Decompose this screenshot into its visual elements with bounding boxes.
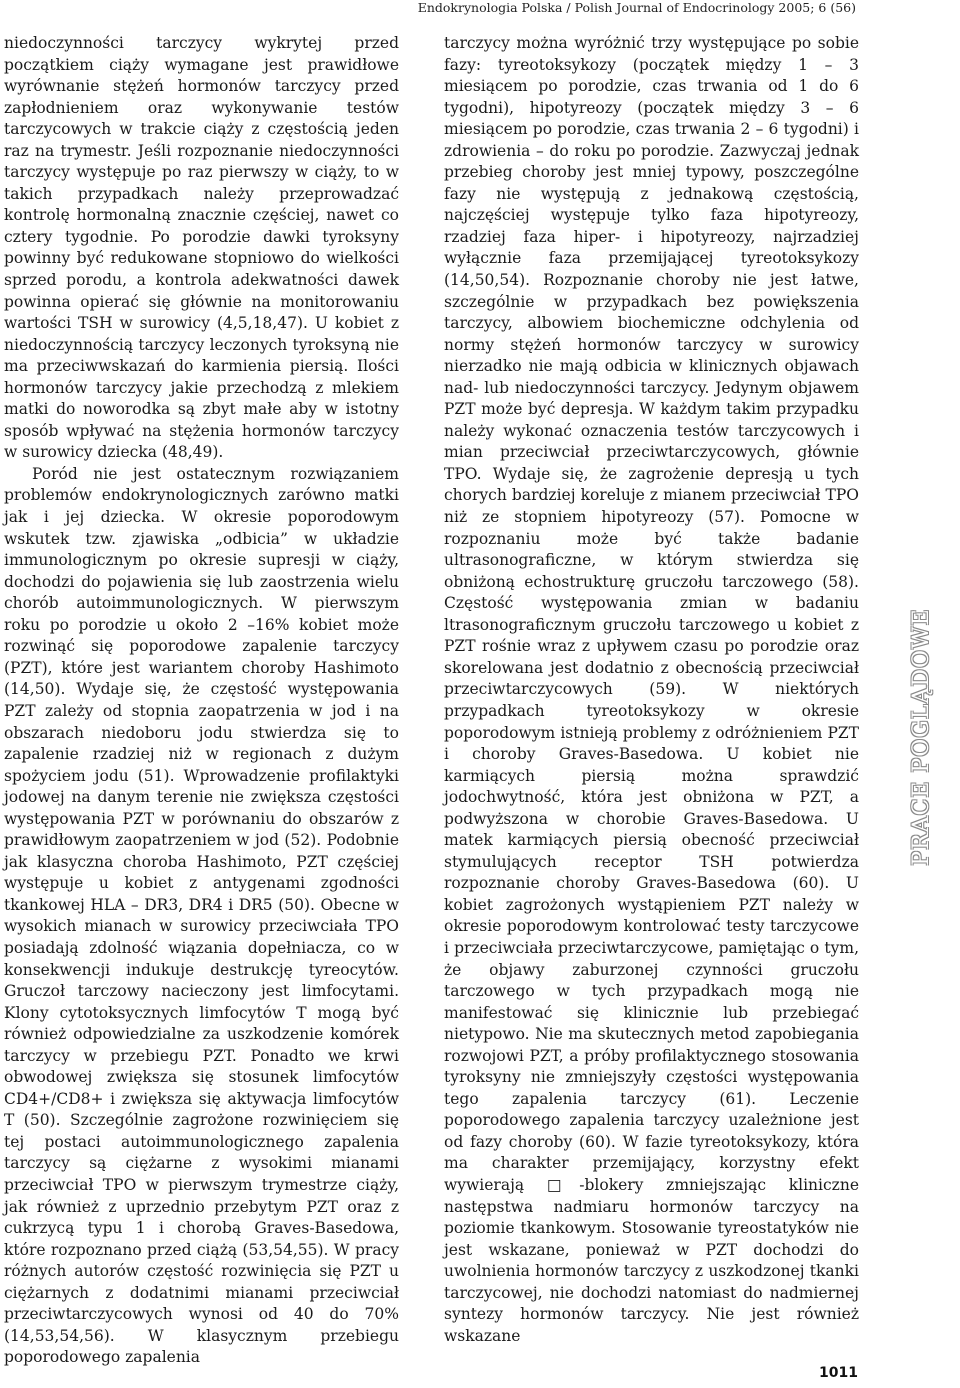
paragraph: niedoczynności tarczycy wykrytej przed początkiem ciąży wymagane jest prawidłowe wyrównanie stężeń hormonów tarczycy przed zapłodnieniem oraz wykonywanie testów tarczycowych w trakcie ciąży z częstością jeden raz na trymestr. Jeśli rozpoznanie niedoczynności tarczycy występuje po raz pierwszy w ciąży, to w takich przypadkach należy przeprowadzać kontrolę hormonalną znacznie częściej, nawet co cztery tygodnie. Po porodzie dawki tyroksyny powinny być redukowane stopniowo do wielkości sprzed porodu, a kontrola adekwatności dawek powinna opierać się głównie na monitorowaniu wartości TSH w surowicy (4,5,18,47). U kobiet z niedoczynnością tarczycy leczonych tyroksyną nie ma przeciwwskazań do karmienia piersią. Ilości hormonów tarczycy jakie przechodzą z mlekiem matki do noworodka są zbyt małe aby w istotny sposób wpływać na stężenia hormonów tarczycy w surowicy dziecka (48,49). xyxy=(4,34,399,462)
left-column xyxy=(4,33,399,1369)
section-label-text: PRACE POGLĄDOWE xyxy=(909,608,934,866)
running-head: Endokrynologia Polska / Polish Journal of Endocrinology 2005; 6 (56) xyxy=(417,0,856,15)
right-column xyxy=(444,33,859,1347)
section-label xyxy=(907,608,937,866)
paragraph: Poród nie jest ostatecznym rozwiązaniem problemów endokrynologicznych zarówno matki jak i jej dziecka. W okresie poporodowym wskutek tzw. zjawiska „odbicia” w układzie immunologicznym po okresie supresji w ciąży, dochodzi do pojawienia się lub zaostrzenia wielu chorób autoimmunologicznych. W pierwszym roku po porodzie u około 2 –16% kobiet może rozwinąć się poporodowe zapalenie tarczycy (PZT), które jest wariantem choroby Hashimoto (14,50). Wydaje się, że częstość występowania PZT zależy od stopnia zaopatrzenia w jod i na obszarach niedoboru jodu stwierdza się to zapalenie rzadziej niż w regionach z dużym spożyciem jodu (51). Wprowadzenie profilaktyki jodowej na danym terenie nie zwiększa częstości występowania PZT w porównaniu do obszarów z prawidłowym zaopatrzeniem w jod (52). Podobnie jak klasyczna choroba Hashimoto, PZT częściej występuje u kobiet z antygenami zgodności tkankowej HLA – DR3, DR4 i DR5 (50). Obecne w wysokich mianach w surowicy przeciwciała TPO posiadają zdolność wiązania dopełniacza, co w konsekwencji indukuje destrukcję tyreocytów. Gruczoł tarczowy nacieczony jest limfocytami. Klony cytotoksycznych limfocytów T mogą być również odpowiedzialne za uszkodzenie komórek tarczycy w przebiegu PZT. Ponadto we krwi obwodowej zwiększa się stosunek limfocytów CD4+/CD8+ i zwiększa się aktywacja limfocytów T (50). Szczególnie zagrożone rozwinięciem się tej postaci autoimmunologicznego zapalenia tarczycy są ciężarne z wysokimi mianami przeciwciał TPO w pierwszym trymestrze ciąży, jak również z uprzednio przebytym PZT oraz z cukrzycą typu 1 i chorobą Graves-Basedowa, które rozpoznano przed ciążą (53,54,55). W pracy różnych autorów częstość rozwinięcia się PZT u ciężarnych z dodatnimi mianami przeciwciał przeciwtarczycowych wynosi od 40 do 70% (14,53,54,56). W klasycznym przebiegu poporodowego zapalenia xyxy=(4,464,399,1367)
paragraph: tarczycy można wyróżnić trzy występujące po sobie fazy: tyreotoksykozy (początek między 1 – 3 miesiącem po porodzie, czas trwania od 1 do 6 tygodni), hipotyreozy (początek między 3 – 6 miesiącem po porodzie, czas trwania 2 – 6 tygodni) i zdrowienia – do roku po porodzie. Zazwyczaj jednak przebieg choroby jest mniej typowy, poszczególne fazy nie występują z jednakową częstością, najczęściej występuje tylko faza hipotyreozy, rzadziej faza hiper- i hipotyreozy, najrzadziej wyłącznie faza przemijającej tyreotoksykozy (14,50,54). Rozpoznanie choroby nie jest łatwe, szczególnie w przypadkach bez powiększenia tarczycy, albowiem biochemiczne odchylenia od normy stężeń hormonów tarczycy w surowicy nierzadko nie mają odbicia w klinicznych objawach nad- lub niedoczynności tarczycy. Jedynym objawem PZT może być depresja. W każdym takim przypadku należy wykonać oznaczenia testów tarczycowych i mian przeciwciał przeciwtarczycowych, głównie TPO. Wydaje się, że zagrożenie depresją u tych chorych bardziej koreluje z mianem przeciwciał TPO niż ze stopniem hipotyreozy (57). Pomocne w rozpoznaniu może być także badanie ultrasonograficzne, w którym stwierdza się obniżoną echostrukturę gruczołu tarczowego (58). Częstość występowania zmian w badaniu ltrasonograficznym gruczołu tarczowego u kobiet z PZT rośnie wraz z upływem czasu po porodzie oraz skorelowana jest dodatnio z obecnością przeciwciał przeciwtarczycowych (59). W niektórych przypadkach tyreotoksykozy w okresie poporodowym istnieją problemy z odróżnieniem PZT i choroby Graves-Basedowa. U kobiet nie karmiących piersią można sprawdzić jodochwytność, która jest obniżona w PZT, a podwyższona w chorobie Graves-Basedowa. U matek karmiących piersią obecność przeciwciał stymulujących receptor TSH potwierdza rozpoznanie choroby Graves-Basedowa (60). U kobiet zagrożonych wystąpieniem PZT należy w okresie poporodowym kontrolować testy tarczycowe i przeciwciała przeciwtarczycowe, pamiętając o tym, że objawy zaburzonej czynności gruczołu tarczowego w tych przypadkach mogą nie manifestować się klinicznie lub przebiegać nietypowo. Nie ma skutecznych metod zapobiegania rozwojowi PZT, a próby profilaktycznego stosowania tyroksyny nie zmniejszyły częstości występowania tego zapalenia tarczycy (61). Leczenie poporodowego zapalenia tarczycy uzależnione jest od fazy choroby (60). W fazie tyreotoksykozy, która ma charakter przemijający, korzystny efekt wywierają □-blokery zmniejszając kliniczne następstwa nadmiaru hormonów tarczycy na poziomie tkankowym. Stosowanie tyreostatyków nie jest wskazane, ponieważ w PZT dochodzi do uwolnienia hormonów tarczycy z uszkodzonej tkanki tarczycowej, nie dochodzi natomiast do nadmiernej syntezy hormonów tarczycy. Nie jest również wskazane xyxy=(444,34,859,1345)
page-number: 1011 xyxy=(819,1365,858,1381)
